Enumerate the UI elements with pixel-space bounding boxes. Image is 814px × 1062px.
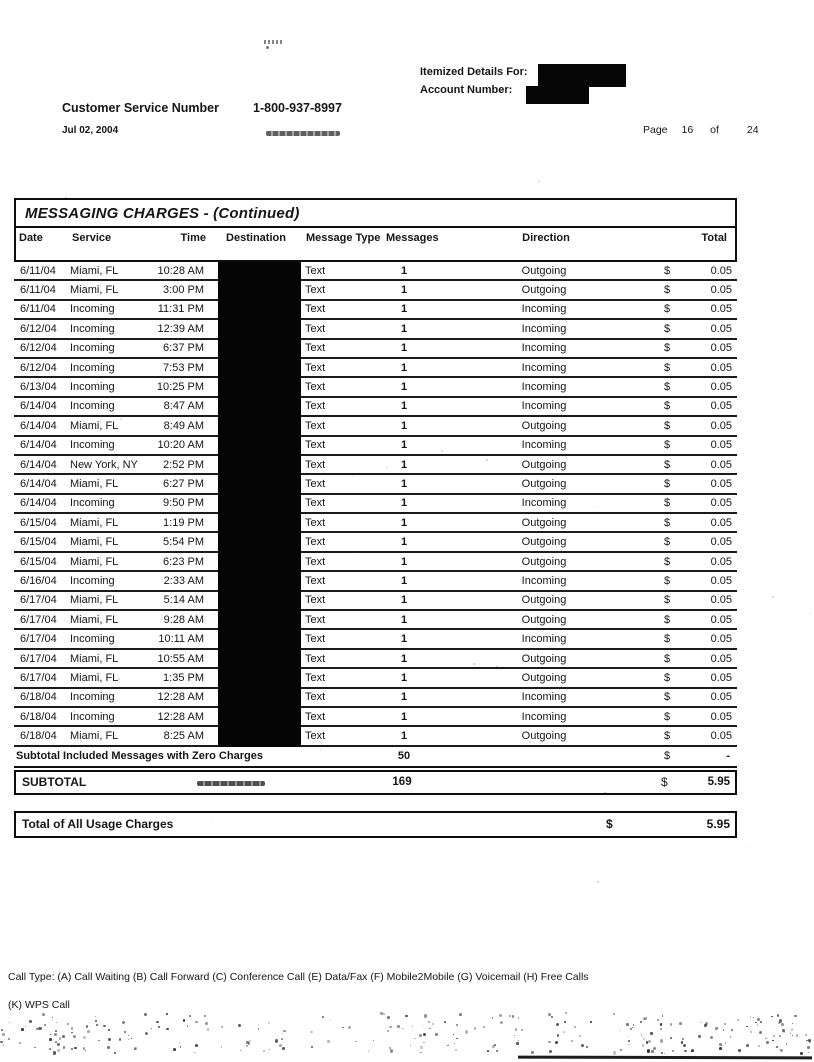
cell-time: 10:11 AM xyxy=(158,633,204,646)
table-row xyxy=(14,262,737,281)
cell-message-type: Text xyxy=(305,419,326,432)
cell-time: 1:19 PM xyxy=(163,516,204,529)
cell-service: Incoming xyxy=(70,342,115,355)
cell-message-type: Text xyxy=(305,458,326,471)
grand-total-row xyxy=(14,811,737,838)
cell-direction: Outgoing xyxy=(521,671,567,684)
cell-service: Miami, FL xyxy=(70,516,119,529)
messaging-charges-table xyxy=(14,198,737,838)
cell-date: 6/17/04 xyxy=(20,671,57,684)
cell-currency: $ xyxy=(664,361,671,374)
cell-message-type: Text xyxy=(305,613,326,626)
cell-date: 6/14/04 xyxy=(20,477,57,490)
cell-time: 8:47 AM xyxy=(163,400,204,413)
cell-currency: $ xyxy=(664,594,671,607)
cell-direction: Outgoing xyxy=(521,536,567,549)
cell-direction: Outgoing xyxy=(521,613,567,626)
cell-message-type: Text xyxy=(305,671,326,684)
subtotal-zero-label: Subtotal Included Messages with Zero Charges xyxy=(16,750,263,763)
cell-messages: 1 xyxy=(400,381,408,394)
table-row xyxy=(14,340,737,359)
cell-service: Incoming xyxy=(70,691,115,704)
cell-total: 0.05 xyxy=(710,691,732,704)
scan-smudge-under-phone xyxy=(266,131,340,136)
cell-total: 0.05 xyxy=(710,594,732,607)
cell-time: 1:35 PM xyxy=(163,671,204,684)
cell-time: 9:28 AM xyxy=(163,613,204,626)
cell-messages: 1 xyxy=(400,458,408,471)
cell-date: 6/15/04 xyxy=(20,536,57,549)
cell-messages: 1 xyxy=(400,419,408,432)
cell-time: 6:27 PM xyxy=(163,477,204,490)
call-type-legend-continued: (K) WPS Call xyxy=(8,999,70,1011)
cell-date: 6/11/04 xyxy=(20,264,56,277)
cell-service: Incoming xyxy=(70,400,115,413)
cell-currency: $ xyxy=(664,439,671,452)
cell-date: 6/13/04 xyxy=(20,381,57,394)
cell-messages: 1 xyxy=(400,361,408,374)
cell-direction: Incoming xyxy=(521,633,567,646)
cell-currency: $ xyxy=(664,381,671,394)
col-header-date: Date xyxy=(19,232,43,244)
col-header-direction: Direction xyxy=(522,232,570,244)
cell-total: 0.05 xyxy=(710,536,732,549)
cell-direction: Incoming xyxy=(521,691,567,704)
table-row xyxy=(14,630,737,649)
cell-service: Miami, FL xyxy=(70,613,119,626)
cell-total: 0.05 xyxy=(710,439,732,452)
cell-service: Incoming xyxy=(70,303,115,316)
subtotal-messages: 169 xyxy=(392,776,412,789)
cell-messages: 1 xyxy=(400,322,408,335)
cell-message-type: Text xyxy=(305,691,326,704)
cell-date: 6/11/04 xyxy=(20,303,56,316)
cell-currency: $ xyxy=(664,477,671,490)
col-header-total: Total xyxy=(701,232,727,244)
cell-date: 6/17/04 xyxy=(20,633,57,646)
customer-service-number: 1-800-937-8997 xyxy=(253,101,342,115)
itemized-details-label: Itemized Details For: xyxy=(420,66,528,78)
cell-time: 9:50 PM xyxy=(163,497,204,510)
cell-total: 0.05 xyxy=(710,361,732,374)
cell-direction: Incoming xyxy=(521,574,567,587)
cell-date: 6/14/04 xyxy=(20,439,57,452)
table-row xyxy=(14,398,737,417)
scan-artifact-top-dot xyxy=(266,46,269,49)
cell-total: 0.05 xyxy=(710,419,732,432)
col-header-destination: Destination xyxy=(226,232,286,244)
customer-service-label: Customer Service Number xyxy=(62,101,220,115)
cell-service: Incoming xyxy=(70,361,115,374)
redacted-destination-column xyxy=(218,262,301,747)
cell-service: Miami, FL xyxy=(70,594,119,607)
subtotal-zero-messages: 50 xyxy=(397,750,411,763)
cell-service: New York, NY xyxy=(70,458,138,471)
cell-messages: 1 xyxy=(400,284,408,297)
grand-total-amount: 5.95 xyxy=(706,817,730,832)
cell-total: 0.05 xyxy=(710,671,732,684)
cell-message-type: Text xyxy=(305,652,326,665)
cell-currency: $ xyxy=(664,691,671,704)
cell-direction: Outgoing xyxy=(521,419,567,432)
table-row xyxy=(14,359,737,378)
cell-messages: 1 xyxy=(400,594,408,607)
cell-time: 6:23 PM xyxy=(163,555,204,568)
cell-currency: $ xyxy=(664,342,671,355)
cell-direction: Outgoing xyxy=(521,730,567,743)
cell-currency: $ xyxy=(664,671,671,684)
cell-direction: Outgoing xyxy=(521,284,567,297)
cell-currency: $ xyxy=(664,730,671,743)
cell-direction: Incoming xyxy=(521,381,567,394)
cell-service: Incoming xyxy=(70,497,115,510)
cell-time: 10:55 AM xyxy=(157,652,204,665)
cell-message-type: Text xyxy=(305,361,326,374)
cell-message-type: Text xyxy=(305,516,326,529)
cell-direction: Outgoing xyxy=(521,652,567,665)
subtotal-zero-currency: $ xyxy=(664,750,671,763)
cell-service: Miami, FL xyxy=(70,536,119,549)
cell-time: 8:25 AM xyxy=(163,730,204,743)
cell-direction: Outgoing xyxy=(521,264,567,277)
cell-currency: $ xyxy=(664,710,671,723)
cell-date: 6/18/04 xyxy=(20,710,57,723)
cell-direction: Incoming xyxy=(521,400,567,413)
cell-message-type: Text xyxy=(305,710,326,723)
cell-message-type: Text xyxy=(305,439,326,452)
subtotal-label: SUBTOTAL xyxy=(22,775,87,790)
col-header-messages: Messages xyxy=(386,232,439,244)
table-row xyxy=(14,669,737,688)
grand-total-currency: $ xyxy=(606,817,613,832)
cell-messages: 1 xyxy=(400,613,408,626)
scan-smudge-subtotal xyxy=(197,781,265,786)
cell-message-type: Text xyxy=(305,400,326,413)
cell-total: 0.05 xyxy=(710,497,732,510)
cell-total: 0.05 xyxy=(710,633,732,646)
table-row xyxy=(14,650,737,669)
cell-date: 6/12/04 xyxy=(20,342,57,355)
cell-message-type: Text xyxy=(305,264,326,277)
cell-total: 0.05 xyxy=(710,342,732,355)
cell-time: 6:37 PM xyxy=(163,342,204,355)
cell-total: 0.05 xyxy=(710,555,732,568)
table-title: MESSAGING CHARGES - (Continued) xyxy=(25,204,300,222)
messaging-table-body xyxy=(14,262,737,747)
cell-service: Incoming xyxy=(70,439,115,452)
cell-date: 6/15/04 xyxy=(20,516,57,529)
cell-messages: 1 xyxy=(400,691,408,704)
cell-time: 12:28 AM xyxy=(157,710,204,723)
grand-total-label: Total of All Usage Charges xyxy=(22,817,174,832)
cell-currency: $ xyxy=(664,419,671,432)
cell-service: Miami, FL xyxy=(70,477,119,490)
cell-messages: 1 xyxy=(400,555,408,568)
table-row xyxy=(14,301,737,320)
cell-time: 7:53 PM xyxy=(163,361,204,374)
cell-date: 6/17/04 xyxy=(20,594,57,607)
cell-messages: 1 xyxy=(400,652,408,665)
scan-artifact-top xyxy=(264,40,284,44)
cell-direction: Outgoing xyxy=(521,555,567,568)
cell-date: 6/14/04 xyxy=(20,400,57,413)
cell-message-type: Text xyxy=(305,574,326,587)
cell-date: 6/17/04 xyxy=(20,652,57,665)
table-header-row xyxy=(14,228,737,262)
col-header-service: Service xyxy=(72,232,112,244)
cell-currency: $ xyxy=(664,555,671,568)
cell-time: 5:54 PM xyxy=(163,536,204,549)
subtotal-zero-charges-row xyxy=(14,747,737,768)
cell-currency: $ xyxy=(664,497,671,510)
cell-message-type: Text xyxy=(305,536,326,549)
cell-messages: 1 xyxy=(400,730,408,743)
cell-date: 6/14/04 xyxy=(20,419,57,432)
cell-service: Incoming xyxy=(70,710,115,723)
col-header-message-type: Message Type xyxy=(306,232,381,244)
table-row xyxy=(14,553,737,572)
table-row xyxy=(14,320,737,339)
cell-messages: 1 xyxy=(400,400,408,413)
cell-message-type: Text xyxy=(305,594,326,607)
cell-messages: 1 xyxy=(400,671,408,684)
table-row xyxy=(14,417,737,436)
table-row xyxy=(14,592,737,611)
cell-service: Miami, FL xyxy=(70,652,119,665)
col-header-time: Time xyxy=(180,232,206,244)
cell-time: 10:28 AM xyxy=(157,264,204,277)
table-title-box xyxy=(14,198,737,228)
cell-message-type: Text xyxy=(305,284,326,297)
cell-direction: Outgoing xyxy=(521,477,567,490)
cell-time: 11:31 PM xyxy=(157,303,204,316)
cell-direction: Incoming xyxy=(521,361,567,374)
cell-currency: $ xyxy=(664,536,671,549)
table-row xyxy=(14,514,737,533)
subtotal-total: 5.95 xyxy=(707,776,730,789)
cell-date: 6/17/04 xyxy=(20,613,57,626)
cell-time: 12:28 AM xyxy=(157,691,204,704)
cell-date: 6/11/04 xyxy=(20,284,56,297)
cell-service: Miami, FL xyxy=(70,555,119,568)
page-total: 24 xyxy=(746,124,759,136)
cell-message-type: Text xyxy=(305,477,326,490)
table-row xyxy=(14,475,737,494)
cell-total: 0.05 xyxy=(710,652,732,665)
cell-currency: $ xyxy=(664,574,671,587)
table-row xyxy=(14,708,737,727)
table-row xyxy=(14,689,737,708)
cell-currency: $ xyxy=(664,458,671,471)
table-row xyxy=(14,495,737,514)
cell-service: Miami, FL xyxy=(70,264,119,277)
cell-direction: Incoming xyxy=(521,497,567,510)
table-row xyxy=(14,572,737,591)
cell-direction: Incoming xyxy=(521,322,567,335)
cell-messages: 1 xyxy=(400,342,408,355)
col-header-spacer xyxy=(666,232,686,260)
cell-total: 0.05 xyxy=(710,381,732,394)
cell-time: 12:39 AM xyxy=(157,322,204,335)
cell-messages: 1 xyxy=(400,710,408,723)
cell-messages: 1 xyxy=(400,303,408,316)
cell-date: 6/15/04 xyxy=(20,555,57,568)
cell-message-type: Text xyxy=(305,381,326,394)
call-type-legend: Call Type: (A) Call Waiting (B) Call Forward (C) Conference Call (E) Data/Fax (F) Mobile2Mobile (G) Voicemail (H) Free Calls xyxy=(8,971,589,983)
page-current-of: 16 of xyxy=(681,124,719,136)
cell-date: 6/18/04 xyxy=(20,691,57,704)
scan-edge-line xyxy=(518,1056,812,1059)
cell-service: Miami, FL xyxy=(70,419,119,432)
cell-messages: 1 xyxy=(400,477,408,490)
table-row xyxy=(14,611,737,630)
cell-message-type: Text xyxy=(305,322,326,335)
cell-total: 0.05 xyxy=(710,458,732,471)
cell-currency: $ xyxy=(664,652,671,665)
cell-time: 10:25 PM xyxy=(156,381,204,394)
page-label: Page xyxy=(643,124,668,136)
cell-currency: $ xyxy=(664,322,671,335)
cell-time: 3:00 PM xyxy=(163,284,204,297)
cell-direction: Outgoing xyxy=(521,516,567,529)
cell-total: 0.05 xyxy=(710,400,732,413)
cell-currency: $ xyxy=(664,400,671,413)
cell-direction: Incoming xyxy=(521,439,567,452)
cell-service: Miami, FL xyxy=(70,284,119,297)
cell-service: Incoming xyxy=(70,322,115,335)
cell-date: 6/14/04 xyxy=(20,458,57,471)
table-row xyxy=(14,456,737,475)
cell-total: 0.05 xyxy=(710,574,732,587)
cell-total: 0.05 xyxy=(710,303,732,316)
table-row xyxy=(14,533,737,552)
cell-messages: 1 xyxy=(400,439,408,452)
cell-time: 2:33 AM xyxy=(163,574,204,587)
cell-currency: $ xyxy=(664,633,671,646)
cell-message-type: Text xyxy=(305,633,326,646)
cell-direction: Incoming xyxy=(521,303,567,316)
cell-total: 0.05 xyxy=(710,710,732,723)
cell-message-type: Text xyxy=(305,730,326,743)
account-number-label: Account Number: xyxy=(420,84,513,96)
cell-time: 5:14 AM xyxy=(163,594,204,607)
cell-messages: 1 xyxy=(400,574,408,587)
cell-service: Incoming xyxy=(70,381,115,394)
cell-currency: $ xyxy=(664,516,671,529)
page-indicator xyxy=(643,124,803,136)
cell-direction: Incoming xyxy=(521,710,567,723)
cell-date: 6/14/04 xyxy=(20,497,57,510)
table-row xyxy=(14,437,737,456)
table-row xyxy=(14,727,737,746)
cell-total: 0.05 xyxy=(710,730,732,743)
cell-service: Miami, FL xyxy=(70,671,119,684)
cell-date: 6/12/04 xyxy=(20,322,57,335)
cell-service: Incoming xyxy=(70,633,115,646)
table-row xyxy=(14,281,737,300)
cell-total: 0.05 xyxy=(710,613,732,626)
cell-messages: 1 xyxy=(400,633,408,646)
cell-total: 0.05 xyxy=(710,264,732,277)
cell-time: 10:20 AM xyxy=(157,439,204,452)
cell-message-type: Text xyxy=(305,555,326,568)
cell-currency: $ xyxy=(664,264,671,277)
cell-time: 8:49 AM xyxy=(163,419,204,432)
cell-message-type: Text xyxy=(305,303,326,316)
cell-messages: 1 xyxy=(400,536,408,549)
cell-messages: 1 xyxy=(400,497,408,510)
cell-messages: 1 xyxy=(400,516,408,529)
cell-time: 2:52 PM xyxy=(163,458,204,471)
bill-date: Jul 02, 2004 xyxy=(62,125,119,136)
cell-total: 0.05 xyxy=(710,284,732,297)
cell-currency: $ xyxy=(664,613,671,626)
cell-date: 6/18/04 xyxy=(20,730,57,743)
cell-direction: Outgoing xyxy=(521,594,567,607)
cell-total: 0.05 xyxy=(710,516,732,529)
table-row xyxy=(14,378,737,397)
cell-currency: $ xyxy=(664,303,671,316)
redacted-customer-name xyxy=(538,64,626,87)
redacted-account-number xyxy=(526,86,589,104)
cell-service: Miami, FL xyxy=(70,730,119,743)
cell-message-type: Text xyxy=(305,497,326,510)
cell-messages: 1 xyxy=(400,264,408,277)
cell-date: 6/16/04 xyxy=(20,574,57,587)
cell-direction: Outgoing xyxy=(521,458,567,471)
subtotal-currency: $ xyxy=(661,775,668,790)
subtotal-zero-total: - xyxy=(726,750,730,763)
cell-service: Incoming xyxy=(70,574,115,587)
cell-message-type: Text xyxy=(305,342,326,355)
cell-total: 0.05 xyxy=(710,322,732,335)
cell-direction: Incoming xyxy=(521,342,567,355)
subtotal-row xyxy=(14,770,737,795)
cell-date: 6/12/04 xyxy=(20,361,57,374)
cell-total: 0.05 xyxy=(710,477,732,490)
cell-currency: $ xyxy=(664,284,671,297)
